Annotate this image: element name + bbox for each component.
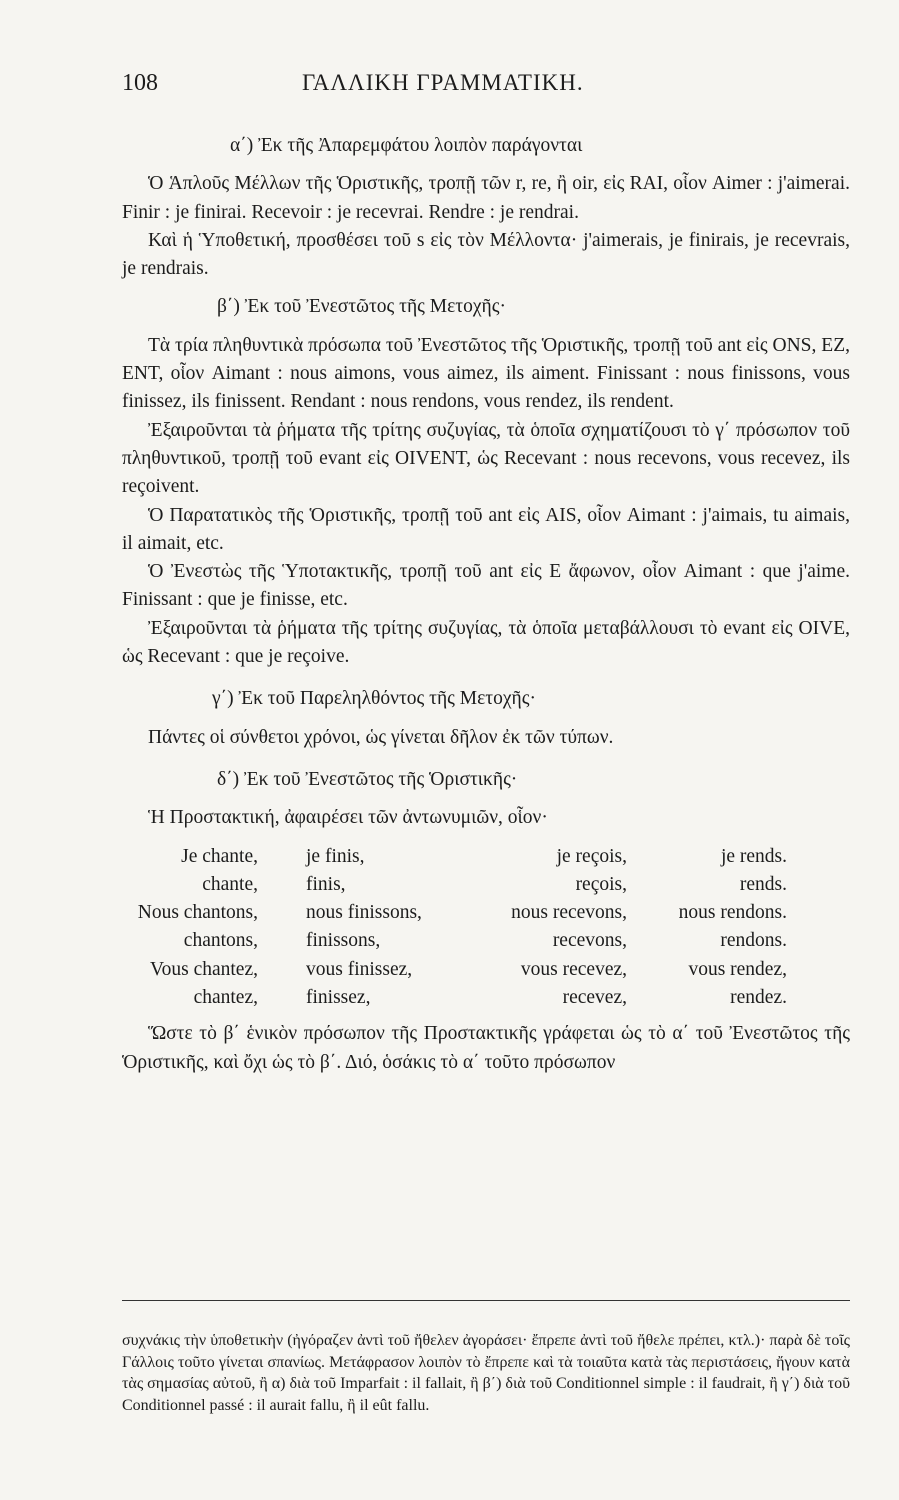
page-number: 108 <box>122 70 158 96</box>
conj-cell: chantons, <box>183 930 258 952</box>
conj-cell: recevons, <box>552 930 627 952</box>
paragraph: Τὰ τρία πληθυντικὰ πρόσωπα τοῦ Ἐνεστῶτος τῆς Ὁριστικῆς, τροπῇ τοῦ ant εἰς ONS, EZ, ENT, οἷον Aimant : nous aimons, vous aimez, ils aiment. Finissant : nous finissons, vous finissez, ils finissent. Rendant : nous rendons, vous rendez, ils rendent. <box>122 334 850 413</box>
paragraph: Ἐξαιροῦνται τὰ ῥήματα τῆς τρίτης συζυγίας, τὰ ὁποῖα μεταβάλλουσι τὸ evant εἰς OIVE, ὡς Recevant : que je reçoive. <box>122 617 850 668</box>
conj-cell: finissez, <box>306 987 371 1009</box>
conj-cell: nous finissons, <box>306 902 422 924</box>
conj-cell: vous recevez, <box>520 958 627 980</box>
paragraph: Καὶ ἡ Ὑποθετική, προσθέσει τοῦ s εἰς τὸν Μέλλοντα· j'aimerais, je finirais, je recevrais, je rendrais. <box>122 229 850 280</box>
conj-cell: finissons, <box>306 930 381 952</box>
section-heading-b: β΄) Ἐκ τοῦ Ἐνεστῶτος τῆς Μετοχῆς· <box>217 296 506 318</box>
conj-cell: nous rendons. <box>678 902 787 924</box>
conjugation-table <box>122 843 850 1013</box>
conj-cell: reçois, <box>575 873 627 895</box>
section-heading-d: δ΄) Ἐκ τοῦ Ἐνεστῶτος τῆς Ὁριστικῆς· <box>217 768 518 790</box>
conj-cell: rends. <box>739 873 787 895</box>
paragraph: Ὥστε τὸ β΄ ἑνικὸν πρόσωπον τῆς Προστακτικῆς γράφεται ὡς τὸ α΄ τοῦ Ἐνεστῶτος τῆς Ὁριστικῆς, καὶ ὄχι ὡς τὸ β΄. Διό, ὁσάκις τὸ α΄ τοῦτο πρόσωπον <box>122 1023 850 1073</box>
running-title: ΓΑΛΛΙΚΗ ΓΡΑΜΜΑΤΙΚΗ. <box>302 70 584 95</box>
paragraph: Ἡ Προστακτική, ἀφαιρέσει τῶν ἀντωνυμιῶν, οἷον· <box>148 807 548 829</box>
conj-cell: vous finissez, <box>306 958 413 980</box>
conj-cell: Je chante, <box>181 845 258 867</box>
conj-cell: je rends. <box>720 845 787 867</box>
paragraph: Ὁ Παρατατικὸς τῆς Ὁριστικῆς, τροπῇ τοῦ ant εἰς AIS, οἷον Aimant : j'aimais, tu aimais, il aimait, etc. <box>122 504 850 554</box>
paragraph: Ἐξαιροῦνται τὰ ῥήματα τῆς τρίτης συζυγίας, τὰ ὁποῖα σχηματίζουσι τὸ γ΄ πρόσωπον τοῦ πληθυντικοῦ, τροπῇ τοῦ evant εἰς OIVENT, ὡς Recevant : nous recevons, vous recevez, ils reçoivent. <box>122 419 850 498</box>
conj-cell: nous recevons, <box>511 902 627 924</box>
conj-cell: rendons. <box>720 930 787 952</box>
conj-cell: chante, <box>202 873 258 895</box>
conj-cell: je finis, <box>306 845 365 867</box>
conj-cell: vous rendez, <box>688 958 787 980</box>
section-heading-c: γ΄) Ἐκ τοῦ Παρεληλθόντος τῆς Μετοχῆς· <box>212 688 536 710</box>
paragraph: Ὁ Ἐνεστὼς τῆς Ὑποτακτικῆς, τροπῇ τοῦ ant εἰς E ἄφωνον, οἷον Aimant : que j'aime. Finissant : que je finisse, etc. <box>122 561 850 611</box>
conj-cell: recevez, <box>562 987 627 1009</box>
conj-cell: chantez, <box>193 987 258 1009</box>
conj-cell: Nous chantons, <box>137 902 258 924</box>
paragraph: Πάντες οἱ σύνθετοι χρόνοι, ὡς γίνεται δῆλον ἐκ τῶν τύπων. <box>148 726 614 748</box>
conj-cell: finis, <box>306 873 346 895</box>
footnote-divider <box>122 1300 850 1301</box>
conj-cell: je reçois, <box>556 845 627 867</box>
page-header <box>122 70 850 110</box>
conj-cell: Vous chantez, <box>150 958 258 980</box>
footnote: συχνάκις τὴν ὑποθετικὴν (ἠγόραζεν ἀντὶ τοῦ ἤθελεν ἀγοράσει· ἔπρεπε ἀντὶ τοῦ ἤθελε πρέπει, κτλ.)· παρὰ δὲ τοῖς Γάλλοις τοῦτο γίνεται σπανίως. Μετάφρασον λοιπὸν τὸ ἔπρεπε καὶ τὰ τοιαῦτα κατὰ τὰς περιστάσεις, ἤγουν κατὰ τὰς σημασίας αὐτοῦ, ἢ α) διὰ τοῦ Imparfait : il fallait, ἢ β΄) διὰ τοῦ Conditionnel simple : il faudrait, ἢ γ΄) διὰ τοῦ Conditionnel passé : il aurait fallu, ἢ il eût fallu. <box>122 1332 850 1414</box>
section-heading-a: α΄) Ἐκ τῆς Ἀπαρεμφάτου λοιπὸν παράγονται <box>230 135 583 156</box>
conj-cell: rendez. <box>730 987 787 1009</box>
main-text <box>122 132 850 1077</box>
paragraph: Ὁ Ἁπλοῦς Μέλλων τῆς Ὁριστικῆς, τροπῇ τῶν r, re, ἢ oir, εἰς RAI, οἷον Aimer : j'aimerai. Finir : je finirai. Recevoir : je recevrai. Rendre : je rendrai. <box>122 173 850 223</box>
